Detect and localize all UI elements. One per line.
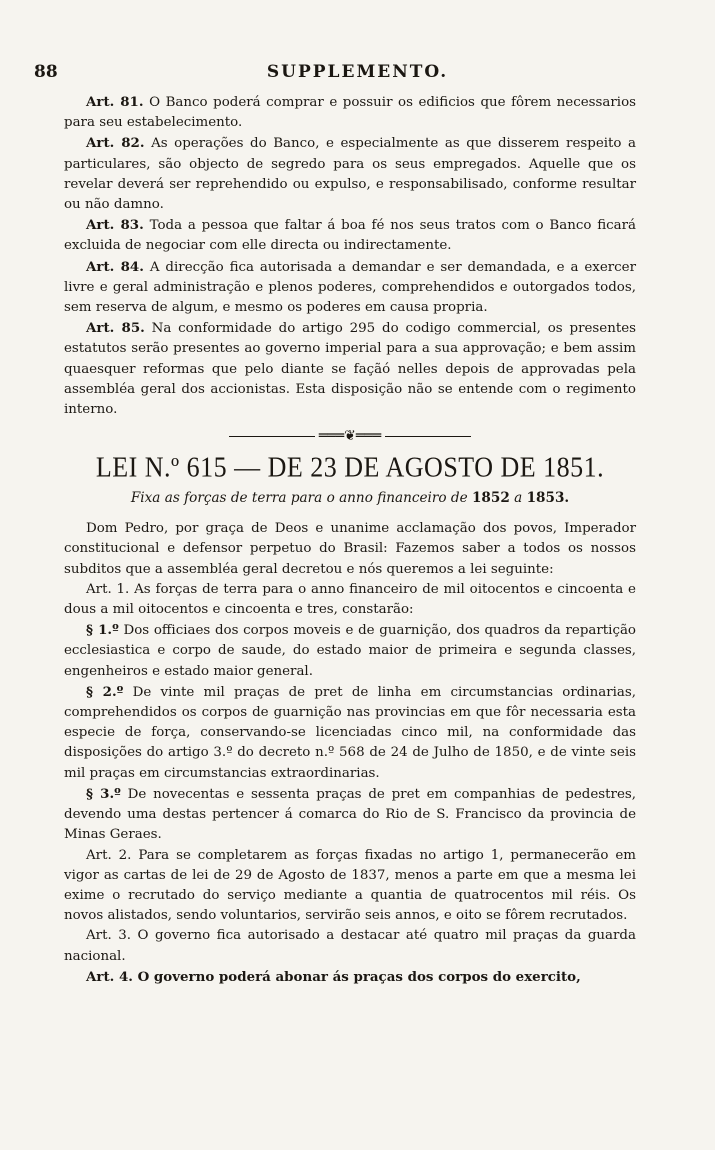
law-article-1: Art. 1. As forças de terra para o anno financeiro de mil oitocentos e cincoenta e dous a mil oitocentos e cincoenta e tres, constarão: xyxy=(64,581,636,618)
law-paragraph-1: § 1.º Dos officiaes dos corpos moveis e de guarnição, dos quadros da repartição ecclesiastica e corpo de saude, do estado maior de primeira e segunda classes, engenheiros e estado maior general. xyxy=(64,622,636,679)
law-paragraph-3: § 3.º De novecentas e sessenta praças de pret em companhias de pedestres, devendo uma destas pertencer á comarca do Rio de S. Francisco da provincia de Minas Geraes. xyxy=(64,785,636,843)
page-content xyxy=(64,92,636,987)
page-number: 88 xyxy=(34,62,58,82)
law-title: LEI N.º 615 — DE 23 DE AGOSTO DE 1851. xyxy=(95,452,605,484)
page-header xyxy=(34,62,681,86)
article-83: Art. 83. Toda a pessoa que faltar á boa fé nos seus tratos com o Banco ficará excluida de negociar com elle directa ou indirectamente. xyxy=(64,217,636,254)
article-84: Art. 84. A direcção fica autorisada a demandar e ser demandada, e a exercer livre e geral administração e plenos poderes, comprehendidos e outorgados todos, sem reserva de algum, e mesmo os poderes em causa propria. xyxy=(64,258,636,316)
law-preamble: Dom Pedro, por graça de Deos e unanime acclamação dos povos, Imperador constitucional e defensor perpetuo do Brasil: Fazemos saber a todos os nossos subditos que a assembléa geral decretou e nós queremos a lei seguinte: xyxy=(64,521,636,577)
law-subtitle: Fixa as forças de terra para o anno financeiro de 1852 a 1853. xyxy=(130,490,570,507)
law-paragraph-2: § 2.º De vinte mil praças de pret de linha em circumstancias ordinarias, comprehendidos os corpos de guarnição nas provincias em que fôr necessaria esta especie de força, conservando-se licenciadas cinco mil, na conformidade das disposições do artigo 3.º do decreto n.º 568 de 24 de Julho de 1850, e de vinte seis mil praças em circumstancias extraordinarias. xyxy=(64,683,636,781)
running-head: SUPPLEMENTO. xyxy=(266,62,449,82)
article-82: Art. 82. As operações do Banco, e especialmente as que disserem respeito a particulares, são objecto de segredo para os seus empregados. Aquelle que os revelar deverá ser reprehendido ou expulso, e responsabilisado, conforme resultar ou não damno. xyxy=(64,135,636,213)
law-article-4: Art. 4. O governo poderá abonar ás praças dos corpos do exercito, xyxy=(86,968,581,985)
law-article-2: Art. 2. Para se completarem as forças fixadas no artigo 1, permanecerão em vigor as cartas de lei de 29 de Agosto de 1837, menos a parte em que a mesma lei exime o recrutado do serviço mediante a quantia de quatrocentos mil réis. Os novos alistados, sendo voluntarios, servirão seis annos, e oito se fôrem recrutados. xyxy=(64,847,636,924)
article-85: Art. 85. Na conformidade do artigo 295 do codigo commercial, os presentes estatutos serão presentes ao governo imperial para a sua approvação; e bem assim quaesquer reformas que pelo diante se façãó nelles depois de approvadas pela assembléa geral dos accionistas. Esta disposição não se entende com o regimento interno. xyxy=(64,320,637,418)
law-article-3: Art. 3. O governo fica autorisado a destacar até quatro mil praças da guarda nacional. xyxy=(64,928,636,964)
article-81: Art. 81. O Banco poderá comprar e possuir os edificios que fôrem necessarios para seu estabelecimento. xyxy=(64,94,636,131)
divider-ornament: ═══❦═══ xyxy=(64,428,636,445)
section-divider xyxy=(64,428,636,446)
